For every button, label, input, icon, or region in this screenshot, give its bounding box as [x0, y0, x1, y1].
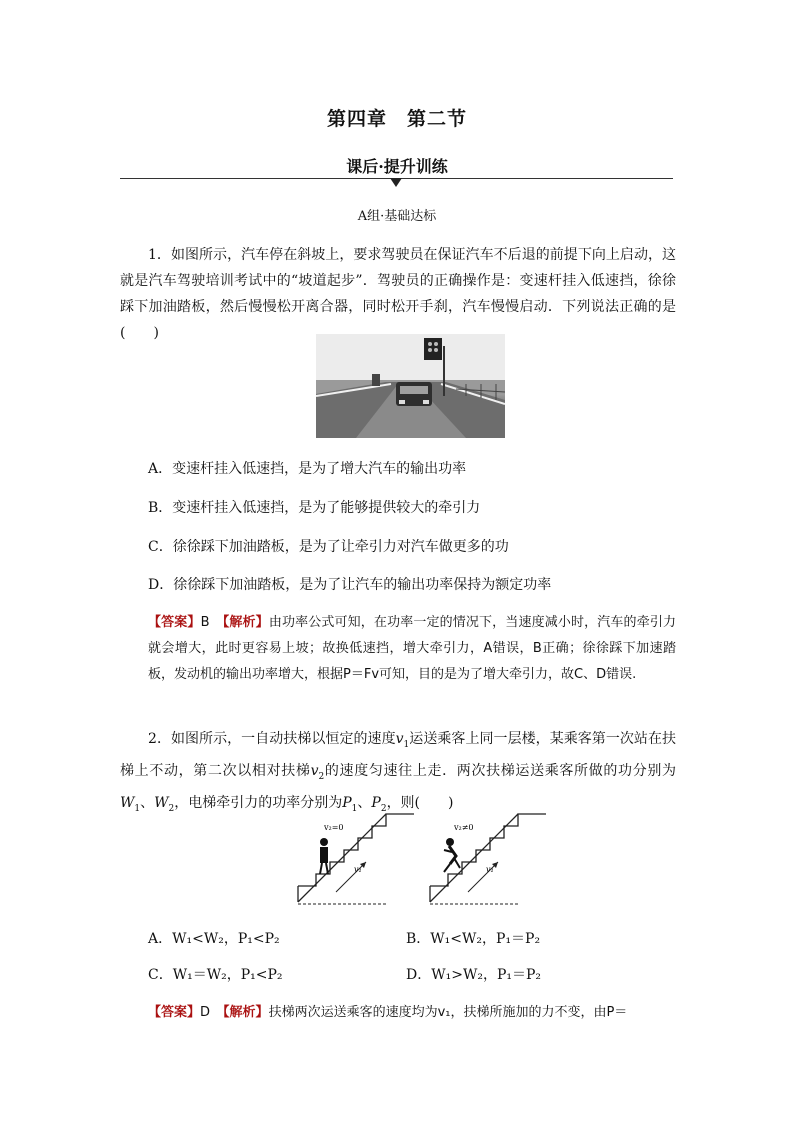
group-title: A组·基础达标 [357, 209, 437, 224]
answer-value: B [200, 615, 210, 630]
q1-answer-block [148, 610, 676, 688]
q2-option-c: C．W₁＝W₂，P₁<P₂ [148, 967, 283, 983]
heading-triangle-icon [390, 178, 402, 187]
q1-option-d: D．徐徐踩下加油踏板，是为了让汽车的输出功率保持为额定功率 [148, 577, 552, 593]
chapter-title: 第四章 第二节 [326, 108, 467, 130]
q1-option-a: A．变速杆挂入低速挡，是为了增大汽车的输出功率 [148, 461, 467, 477]
q1-stem: 1．如图所示，汽车停在斜坡上，要求驾驶员在保证汽车不后退的前提下向上启动，这就是汽车驾驶培训考试中的“坡道起步”．驾驶员的正确操作是：变速杆挂入低速挡，徐徐踩下加油踏板，然后慢慢松开离合器，同时松开手刹，汽车慢慢启动．下列说法正确的是( ) [120, 247, 676, 341]
left-v2-label: v₂=0 [324, 823, 344, 832]
q2-stem: 2．如图所示，一自动扶梯以恒定的速度$v_1$运送乘客上同一层楼，某乘客第一次站在扶梯上不动，第二次以相对扶梯$v_2$的速度匀速往上走．两次扶梯运送乘客所做的功分别为$W_1$、$W_2$，电梯牵引力的功率分别为$P_1$、$P_2$，则( ) [120, 731, 677, 814]
right-v1-label: v₁ [486, 865, 494, 874]
analysis-tag: 【解析】 [223, 1005, 269, 1020]
analysis-text: 扶梯两次运送乘客的速度均为v₁，扶梯所施加的力不变，由P＝ [268, 1005, 628, 1020]
right-v2-label: v₂≠0 [454, 823, 474, 832]
q1-option-c: C．徐徐踩下加油踏板，是为了让牵引力对汽车做更多的功 [148, 539, 509, 555]
analysis-tag: 【解析】 [222, 615, 269, 630]
q2-option-d: D．W₁>W₂，P₁＝P₂ [406, 967, 542, 983]
escalator-figure-right [428, 812, 548, 912]
analysis-text: 由功率公式可知，在功率一定的情况下，当速度减小时，汽车的牵引力就会增大，此时更容易上坡；故换低速挡，增大牵引力，A错误，B正确；徐徐踩下加速踏板，发动机的输出功率增大，根据P＝Fv可知，目的是为了增大牵引力，故C、D错误. [148, 615, 676, 682]
section-heading: 课后·提升训练 [346, 157, 448, 176]
q2-option-b: B．W₁<W₂，P₁＝P₂ [406, 931, 541, 947]
q1-option-b: B．变速杆挂入低速挡，是为了能够提供较大的牵引力 [148, 500, 481, 516]
car-on-slope-photo [316, 334, 505, 438]
left-v1-label: v₁ [354, 865, 362, 874]
escalator-figure-left [296, 812, 416, 912]
answer-tag: 【答案】 [148, 1005, 201, 1020]
answer-tag: 【答案】 [148, 615, 201, 630]
q2-answer-block [148, 1000, 676, 1026]
answer-value: D [200, 1005, 211, 1020]
q2-option-a: A．W₁<W₂，P₁<P₂ [148, 931, 280, 947]
